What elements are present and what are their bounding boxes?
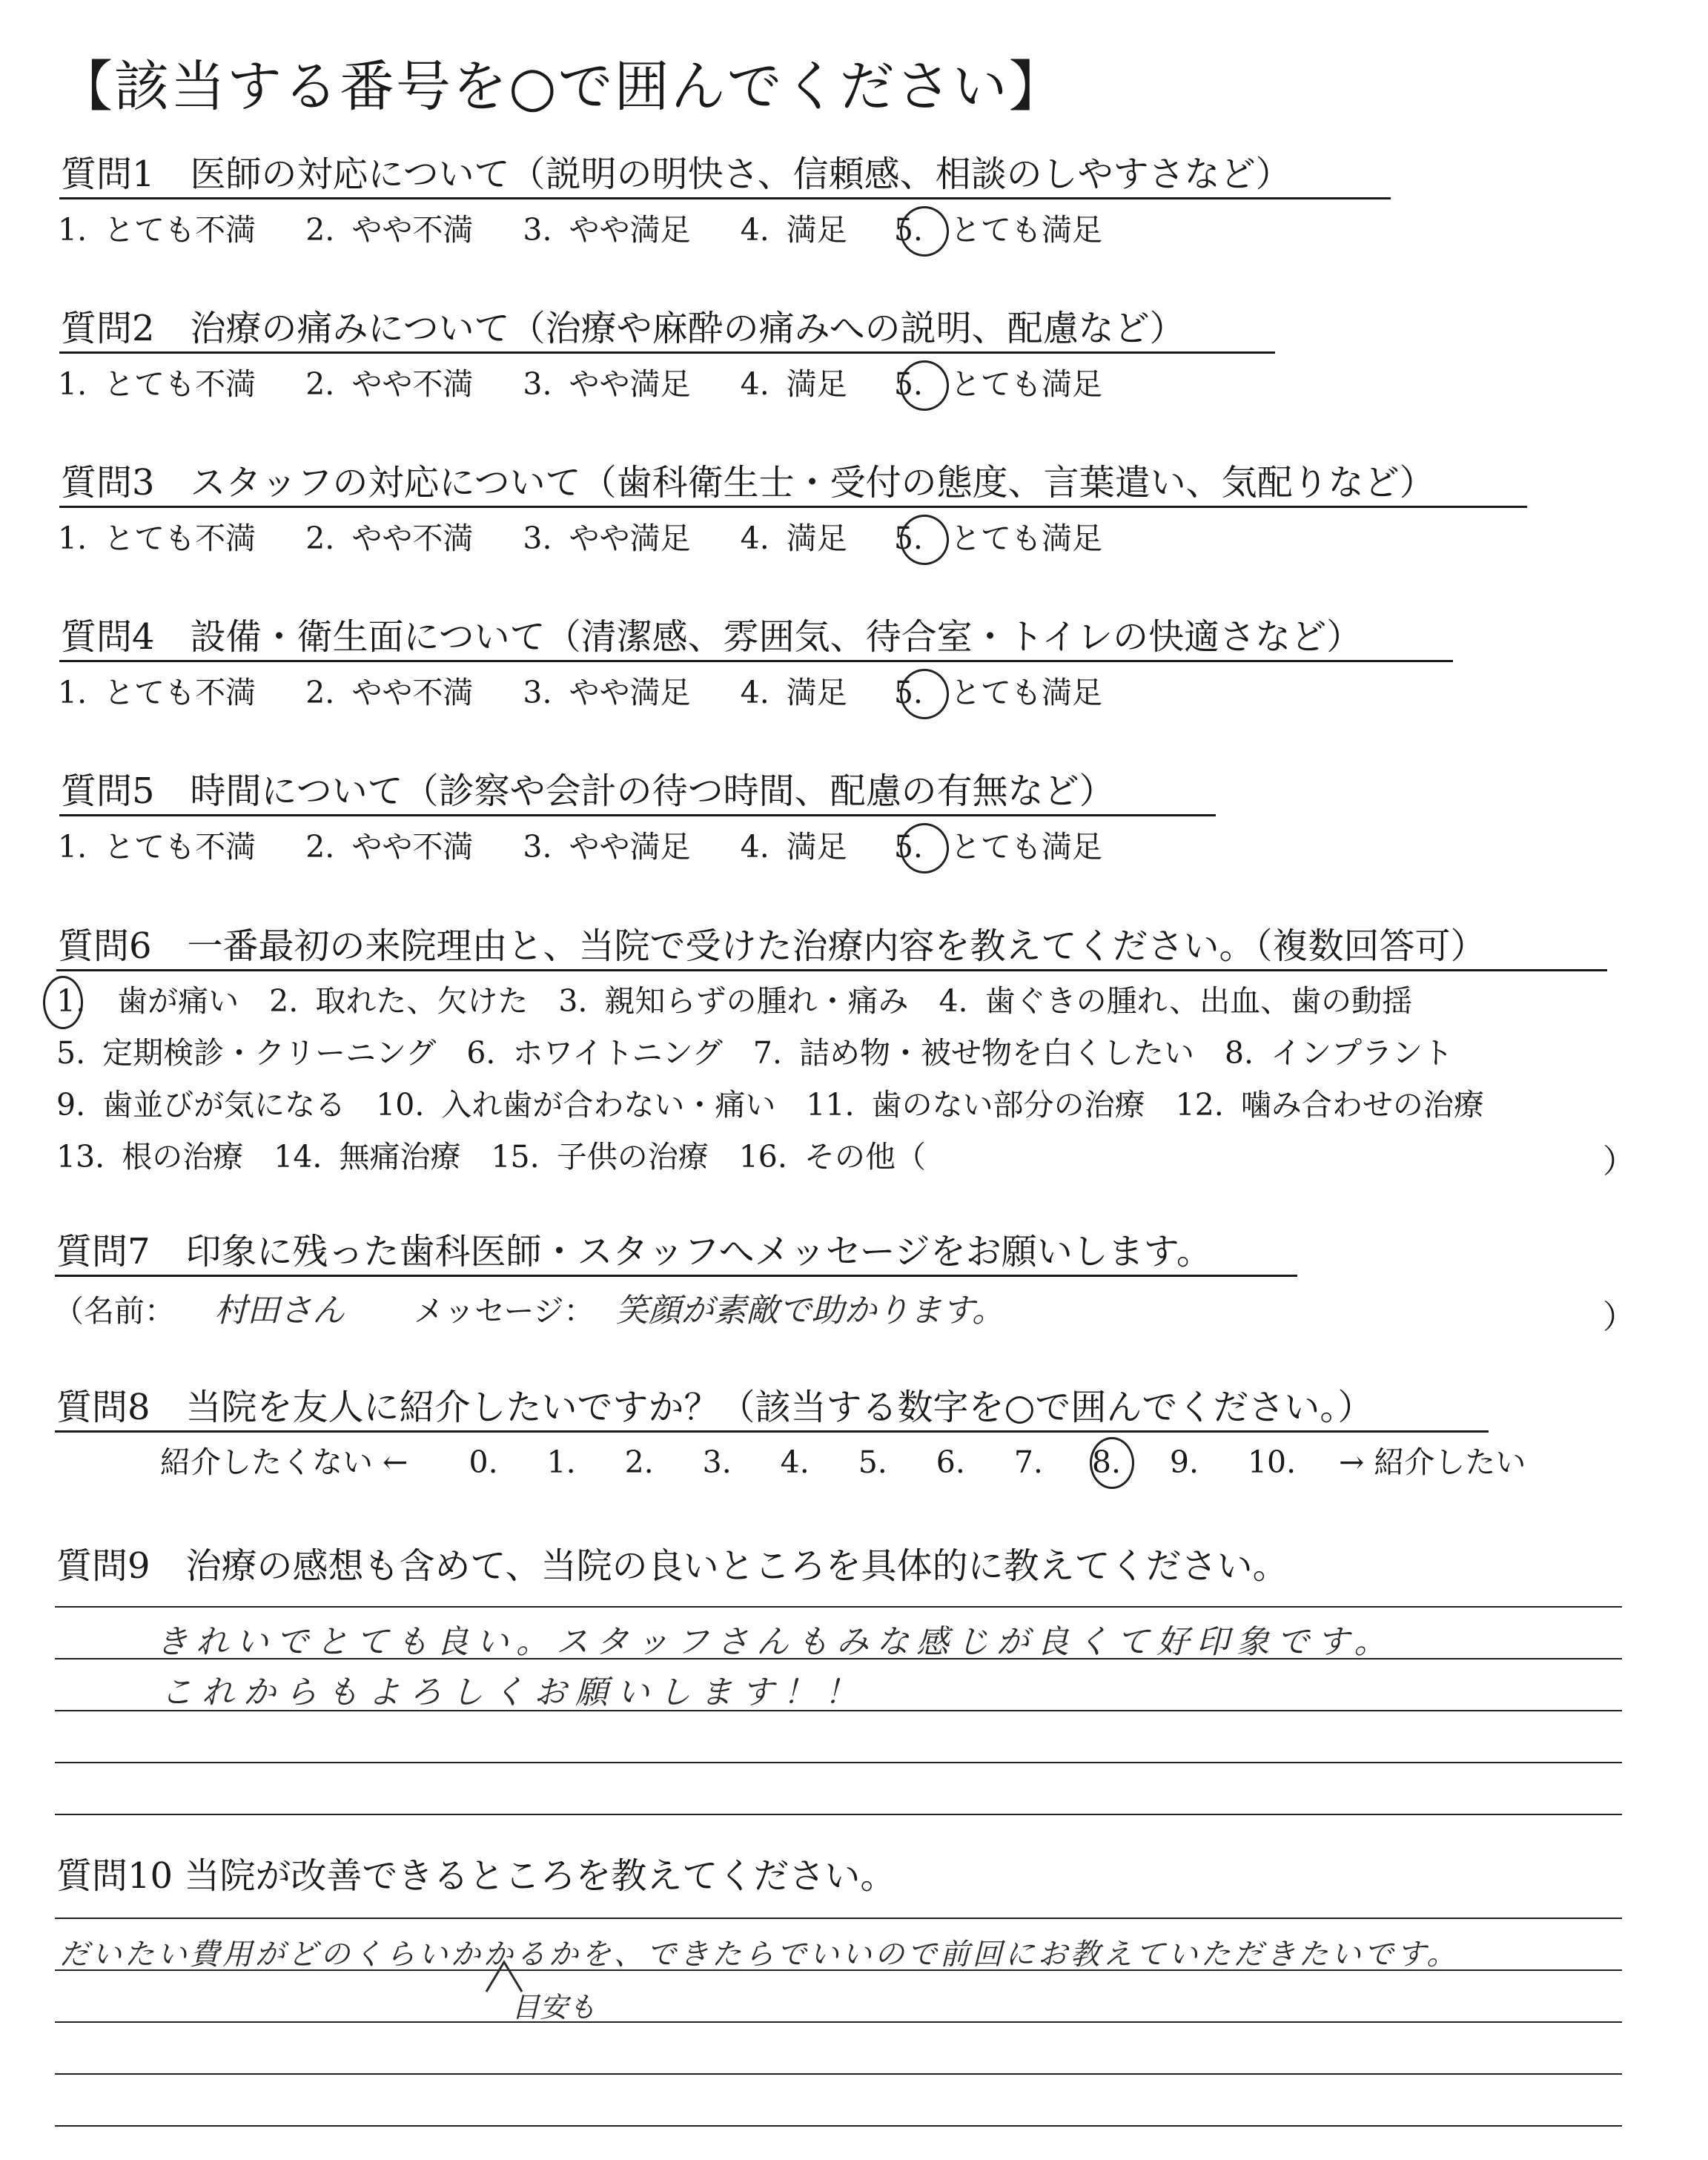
question-3-title: 質問3 スタッフの対応について（歯科衛生士・受付の態度、言葉遣い、気配りなど） bbox=[61, 462, 1435, 503]
question-5-title: 質問5 時間について（診察や会計の待つ時間、配慮の有無など） bbox=[61, 770, 1115, 812]
q6-line-4[interactable]: 13. 根の治療 14. 無痛治療 15. 子供の治療 16. その他（ bbox=[56, 1139, 926, 1175]
form-title: 【該当する番号を○で囲んでください】 bbox=[58, 55, 1065, 119]
option-4[interactable]: 4. 満足 bbox=[740, 212, 847, 248]
q8-option-1[interactable]: 1. bbox=[546, 1444, 576, 1480]
q8-left-label: 紹介したくない ← bbox=[160, 1444, 408, 1480]
q7-message-label: メッセージ： bbox=[414, 1293, 595, 1329]
option-5-label[interactable]: とても満足 bbox=[950, 829, 1102, 865]
option-5-number[interactable]: 5. bbox=[893, 521, 923, 556]
option-3[interactable]: 3. やや満足 bbox=[523, 521, 691, 556]
question-10-title: 質問10 当院が改善できるところを教えてください。 bbox=[56, 1855, 896, 1897]
option-5-label[interactable]: とても満足 bbox=[950, 212, 1102, 248]
q6-line-2[interactable]: 5. 定期検診・クリーニング 6. ホワイトニング 7. 詰め物・被せ物を白くしたい 8. インプラント bbox=[56, 1035, 1454, 1071]
q6-line-1 bbox=[56, 980, 1412, 1022]
option-3[interactable]: 3. やや満足 bbox=[523, 212, 691, 248]
question-4-title: 質問4 設備・衛生面について（清潔感、雰囲気、待合室・トイレの快適さなど） bbox=[61, 616, 1363, 658]
option-4[interactable]: 4. 満足 bbox=[740, 366, 847, 402]
option-1[interactable]: 1. とても不満 bbox=[58, 829, 256, 865]
question-7-underline bbox=[55, 1275, 1297, 1277]
q7-answer-line bbox=[53, 1290, 1004, 1332]
question-6-underline bbox=[56, 969, 1607, 971]
q8-scale bbox=[160, 1441, 1526, 1483]
option-3[interactable]: 3. やや満足 bbox=[523, 366, 691, 402]
answer-circle-q4 bbox=[900, 669, 949, 719]
q6-line-3[interactable]: 9. 歯並びが気になる 10. 入れ歯が合わない・痛い 11. 歯のない部分の治療 12. 噛み合わせの治療 bbox=[56, 1087, 1484, 1123]
answer-circle-q8 bbox=[1090, 1437, 1134, 1489]
option-2[interactable]: 2. やや不満 bbox=[305, 675, 474, 710]
answer-circle-q5 bbox=[900, 823, 949, 873]
option-1[interactable]: 1. とても不満 bbox=[58, 366, 256, 402]
q10-answer-rule-3 bbox=[55, 2021, 1622, 2023]
option-5-number[interactable]: 5. bbox=[893, 366, 923, 402]
q10-answer-rule-5 bbox=[55, 2125, 1622, 2127]
q9-answer-rule-5 bbox=[55, 1814, 1622, 1815]
q6-option-1-number[interactable]: 1. bbox=[56, 983, 86, 1019]
option-5-number[interactable]: 5. bbox=[893, 829, 923, 865]
q9-answer-rule-1 bbox=[55, 1606, 1622, 1608]
q8-option-9[interactable]: 9. bbox=[1169, 1444, 1199, 1480]
question-1-title: 質問1 医師の対応について（説明の明快さ、信頼感、相談のしやすさなど） bbox=[61, 153, 1291, 195]
option-4[interactable]: 4. 満足 bbox=[740, 521, 847, 556]
q8-option-0[interactable]: 0. bbox=[469, 1444, 498, 1480]
question-2-underline bbox=[59, 351, 1275, 354]
q8-option-6[interactable]: 6. bbox=[936, 1444, 965, 1480]
q8-option-5[interactable]: 5. bbox=[858, 1444, 887, 1480]
question-5-underline bbox=[59, 814, 1216, 816]
option-2[interactable]: 2. やや不満 bbox=[305, 521, 474, 556]
q10-answer-rule-4 bbox=[55, 2073, 1622, 2075]
question-6-title: 質問6 一番最初の来院理由と、当院で受けた治療内容を教えてください。（複数回答可） bbox=[58, 925, 1486, 967]
option-2[interactable]: 2. やや不満 bbox=[305, 212, 474, 248]
option-2[interactable]: 2. やや不満 bbox=[305, 366, 474, 402]
q8-option-3[interactable]: 3. bbox=[702, 1444, 732, 1480]
question-1-underline bbox=[59, 197, 1391, 199]
option-3[interactable]: 3. やや満足 bbox=[523, 829, 691, 865]
q8-option-8[interactable]: 8. bbox=[1091, 1444, 1121, 1480]
option-4[interactable]: 4. 満足 bbox=[740, 675, 847, 710]
q8-option-7[interactable]: 7. bbox=[1013, 1444, 1043, 1480]
question-2-title: 質問2 治療の痛みについて（治療や麻酔の痛みへの説明、配慮など） bbox=[61, 308, 1185, 349]
q9-answer-rule-4 bbox=[55, 1762, 1622, 1763]
option-2[interactable]: 2. やや不満 bbox=[305, 829, 474, 865]
question-3-underline bbox=[59, 506, 1527, 508]
q6-other-close-paren: ） bbox=[1603, 1143, 1635, 1180]
question-7-title: 質問7 印象に残った歯科医師・スタッフへメッセージをお願いします。 bbox=[56, 1231, 1212, 1272]
q10-answer-handwritten-1[interactable]: だいたい費用がどのくらいかかるかを、できたらでいいので前回にお教えていただきたいです。 bbox=[59, 1938, 1460, 1972]
option-5-label[interactable]: とても満足 bbox=[950, 366, 1102, 402]
option-1[interactable]: 1. とても不満 bbox=[58, 212, 256, 248]
question-9-title: 質問9 治療の感想も含めて、当院の良いところを具体的に教えてください。 bbox=[56, 1545, 1288, 1587]
option-4[interactable]: 4. 満足 bbox=[740, 829, 847, 865]
q9-answer-handwritten-1[interactable]: きれいでとても良い。スタッフさんもみな感じが良くて好印象です。 bbox=[156, 1623, 1394, 1661]
option-5-number[interactable]: 5. bbox=[893, 675, 923, 710]
q8-option-10[interactable]: 10. bbox=[1247, 1444, 1297, 1480]
q10-insertion-handwritten[interactable]: 目安も bbox=[512, 1991, 597, 2024]
answer-circle-q2 bbox=[900, 360, 949, 411]
option-1[interactable]: 1. とても不満 bbox=[58, 675, 256, 710]
q9-answer-handwritten-2[interactable]: これからもよろしくお願いします！！ bbox=[160, 1674, 866, 1711]
question-8-underline bbox=[55, 1430, 1489, 1433]
option-1[interactable]: 1. とても不満 bbox=[58, 521, 256, 556]
answer-circle-q3 bbox=[900, 515, 949, 565]
q8-option-4[interactable]: 4. bbox=[780, 1444, 810, 1480]
q8-option-2[interactable]: 2. bbox=[624, 1444, 654, 1480]
option-5-number[interactable]: 5. bbox=[893, 212, 923, 248]
option-3[interactable]: 3. やや満足 bbox=[523, 675, 691, 710]
q6-line-1-text[interactable]: 歯が痛い 2. 取れた、欠けた 3. 親知らずの腫れ・痛み 4. 歯ぐきの腫れ、出血、歯の動揺 bbox=[117, 983, 1413, 1019]
question-4-underline bbox=[59, 660, 1453, 662]
q7-close-paren: ） bbox=[1603, 1298, 1635, 1336]
answer-circle-q1 bbox=[900, 206, 949, 257]
q7-name-handwritten[interactable]: 村田さん bbox=[214, 1292, 345, 1330]
q7-name-label: （名前： bbox=[53, 1293, 175, 1329]
q8-right-label: → 紹介したい bbox=[1339, 1444, 1526, 1480]
q7-message-handwritten[interactable]: 笑顔が素敵で助かります。 bbox=[615, 1292, 1005, 1330]
answer-circle-q6 bbox=[43, 976, 86, 1029]
q10-answer-rule-1 bbox=[55, 1918, 1622, 1919]
option-5-label[interactable]: とても満足 bbox=[950, 675, 1102, 710]
option-5-label[interactable]: とても満足 bbox=[950, 521, 1102, 556]
question-8-title: 質問8 当院を友人に紹介したいですか？（該当する数字を○で囲んでください。） bbox=[56, 1387, 1374, 1428]
